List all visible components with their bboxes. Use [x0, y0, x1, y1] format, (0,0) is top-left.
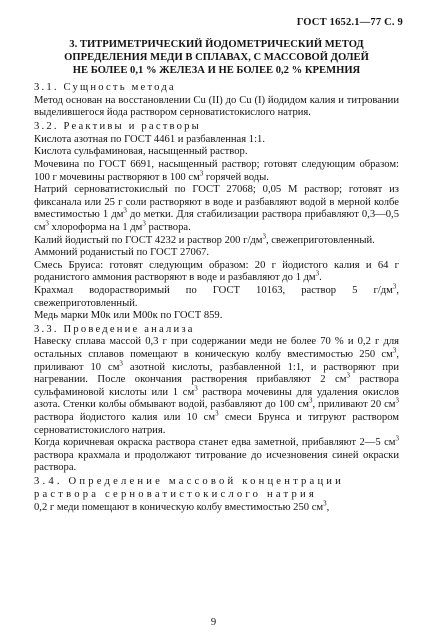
subsection-heading-3-4-line-2: раствора серноватистокислого натрия [34, 488, 317, 500]
paragraph-titration-end: Когда коричневая окраска раствора станет едва заметной, прибавляют 2—5 $см^3$ раствора крахмала и продолжают титрование до исчезновения синей окраски раствора. [34, 434, 399, 474]
section-title-line-3: НЕ БОЛЕЕ 0,1 % ЖЕЛЕЗА И НЕ БОЛЕЕ 0,2 % КРЕМНИЯ [72, 65, 361, 76]
subsection-heading-3-3: 3.3. Проведение анализа [34, 323, 195, 335]
section-title-line-1: 3. ТИТРИМЕТРИЧЕСКИЙ ЙОДОМЕТРИЧЕСКИЙ МЕТОД [69, 39, 364, 50]
section-title-line-2: ОПРЕДЕЛЕНИЯ МЕДИ В СПЛАВАХ, С МАССОВОЙ ДОЛЕЙ [64, 52, 369, 63]
reagent-copper: Медь марки М0к или М00к по ГОСТ 859. [34, 310, 223, 322]
running-header: ГОСТ 1652.1—77 С. 9 [296, 17, 403, 28]
reagent-starch: Крахмал водорастворимый по ГОСТ 10163, раствор 5 $г/дм^3$, свежеприготовленный. [34, 282, 399, 309]
subsection-heading-3-2: 3.2. Реактивы и растворы [34, 120, 201, 132]
reagent-bruns-mixture: Смесь Бруиса: готовят следующим образом: 20 г йодистого калия и 64 г роданистого аммония растворяют в воде и разбавляют до 1 $дм^3$. [34, 259, 399, 284]
reagent-nitric-acid: Кислота азотная по ГОСТ 4461 и разбавленная 1:1. [34, 133, 265, 145]
reagent-sodium-thiosulfate: Натрий серноватистокислый по ГОСТ 27068; 0,05 М раствор; готовят из фиксанала или 25 г соли растворяют в воде и разбавляют водой в мерной колбе вместимостью 1 $дм^3$ до метки. Для стабилизации раствора прибавляют 0,3—0,5 $см^3$ хлороформа на 1 $дм^3$ раствора. [34, 184, 399, 233]
reagent-potassium-iodide: Калий йодистый по ГОСТ 4232 и раствор 200 $г/дм^3$, свежеприготовленный. [34, 232, 375, 246]
paragraph-method-essence: Метод основан на восстановлении Cu (II) до Cu (I) йодидом калия и титровании выделившегося йода раствором серноватистокислого натрия. [34, 94, 399, 119]
reagent-sulfamic-acid: Кислота сульфаминовая, насыщенный раствор. [34, 146, 248, 158]
reagent-ammonium-thiocyanate: Аммоний роданистый по ГОСТ 27067. [34, 247, 210, 259]
reagent-urea: Мочевина по ГОСТ 6691, насыщенный раствор; готовят следующим образом: 100 г мочевины растворяют в 100 $см^3$ горячей воды. [34, 158, 399, 183]
page-number: 9 [210, 617, 217, 628]
paragraph-concentration-procedure: 0,2 г меди помещают в коническую колбу вместимостью 250 $см^3$, [34, 499, 330, 513]
section-title [34, 38, 399, 77]
paragraph-analysis-procedure: Навеску сплава массой 0,3 г при содержании меди не более 70 % и 0,2 г для остальных сплавов помещают в коническую колбу вместимостью 250 $см^3$, приливают 10 $см^3$ азотной кислоты, разбавленной 1:1, и растворяют при нагревании. После окончания растворения прибавляют 2 $см^3$ раствора сульфаминовой кислоты или 1 $см^3$ раствора мочевины для удаления окислов азота. Стенки колбы обмывают водой, разбавляют до 100 $см^3$, приливают 20 $см^3$ раствора йодистого калия или 10 $см^3$ смеси Брунса и титруют раствором серноватистокислого натрия. [34, 336, 399, 436]
subsection-heading-3-1: 3.1. Сущность метода [34, 82, 176, 93]
subsection-heading-3-4-line-1: 3.4. Определение массовой концентрации [34, 476, 345, 488]
